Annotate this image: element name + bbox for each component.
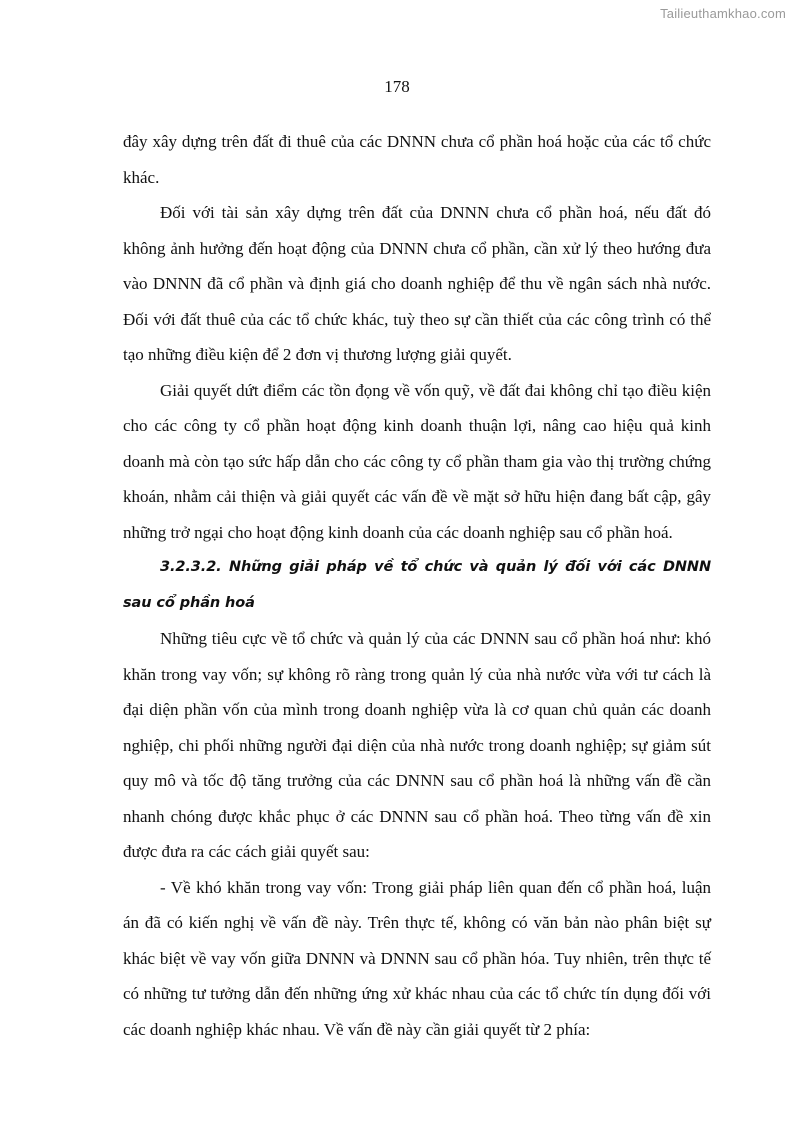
paragraph-resolve-backlog: Giải quyết dứt điểm các tồn đọng về vốn quỹ, về đất đai không chỉ tạo điều kiện cho các công ty cổ phần hoạt động kinh doanh thuận lợi, nâng cao hiệu quả kinh doanh mà còn tạo sức hấp dẫn cho các công ty cổ phần tham gia vào thị trường chứng khoán, nhằm cải thiện và giải quyết các vấn đề về mặt sở hữu hiện đang bất cập, gây những trở ngại cho hoạt động kinh doanh của các doanh nghiệp sau cổ phần hoá. (123, 380, 711, 542)
paragraph-continuation: đây xây dựng trên đất đi thuê của các DNNN chưa cổ phần hoá hoặc của các tổ chức khác. (123, 132, 711, 187)
document-body (123, 124, 711, 1047)
watermark-text: Tailieuthamkhao.com (660, 6, 786, 21)
page-number: 178 (384, 77, 410, 96)
section-heading: 3.2.3.2. Những giải pháp về tổ chức và quản lý đối với các DNNN sau cổ phần hoá (123, 559, 711, 611)
paragraph-organization-issues: Những tiêu cực về tổ chức và quản lý của các DNNN sau cổ phần hoá như: khó khăn trong vay vốn; sự không rõ ràng trong quản lý của nhà nước vừa với tư cách là đại diện phần vốn của mình trong doanh nghiệp vừa là cơ quan chủ quản các doanh nghiệp, chi phối những người đại diện của nhà nước trong doanh nghiệp; sự giảm sút quy mô và tốc độ tăng trưởng của các DNNN sau cổ phần hoá là những vấn đề cần nhanh chóng được khắc phục ở các DNNN sau cổ phần hoá. Theo từng vấn đề xin được đưa ra các cách giải quyết sau: (123, 629, 711, 861)
paragraph-loan-difficulties: - Về khó khăn trong vay vốn: Trong giải pháp liên quan đến cổ phần hoá, luận án đã có kiến nghị về vấn đề này. Trên thực tế, không có văn bản nào phân biệt sự khác biệt về vay vốn giữa DNNN và DNNN sau cổ phần hóa. Tuy nhiên, trên thực tế có những tư tưởng dẫn đến những ứng xử khác nhau của các tổ chức tín dụng đối với các doanh nghiệp khác nhau. Về vấn đề này cần giải quyết từ 2 phía: (123, 877, 711, 1039)
paragraph-land-assets: Đối với tài sản xây dựng trên đất của DNNN chưa cổ phần hoá, nếu đất đó không ảnh hưởng đến hoạt động của DNNN chưa cổ phần, cần xử lý theo hướng đưa vào DNNN đã cổ phần và định giá cho doanh nghiệp để thu về ngân sách nhà nước. Đối với đất thuê của các tổ chức khác, tuỳ theo sự cần thiết của các công trình có thể tạo những điều kiện để 2 đơn vị thương lượng giải quyết. (123, 203, 711, 364)
